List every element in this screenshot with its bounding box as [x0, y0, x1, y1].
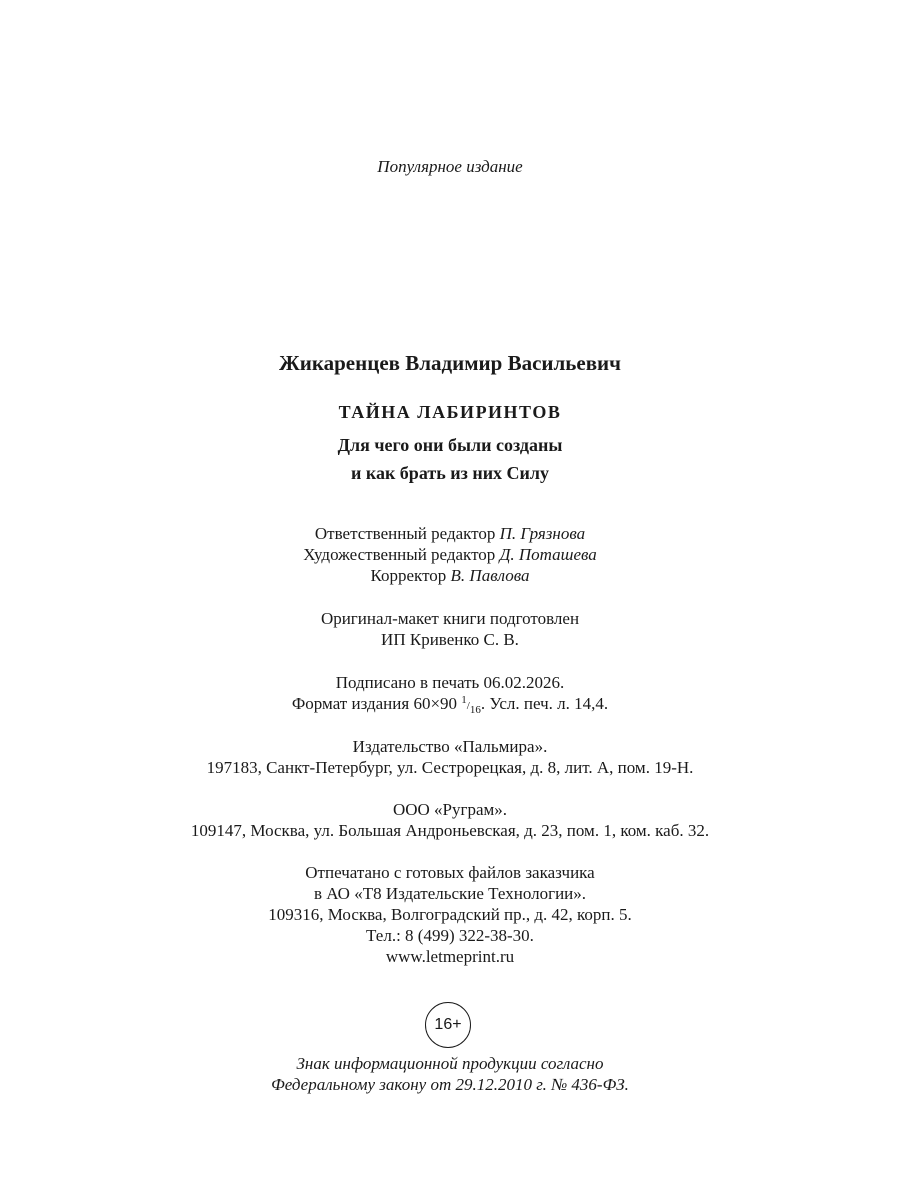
- age-rating-badge: 16+: [425, 1002, 471, 1048]
- credit-role: Ответственный редактор: [314, 524, 496, 543]
- series-label: Популярное издание: [377, 157, 523, 176]
- publisher-address: 197183, Санкт-Петербург, ул. Сестрорецкая, д. 8, лит. А, пом. 19-Н.: [206, 758, 694, 777]
- printer-address: 109316, Москва, Волгоградский пр., д. 42, корп. 5.: [268, 905, 632, 924]
- format-fraction-numerator: 1: [461, 694, 467, 706]
- credit-person: П. Грязнова: [499, 524, 586, 543]
- book-title: ТАЙНА ЛАБИРИНТОВ: [338, 402, 562, 422]
- printer-website: www.letmeprint.ru: [385, 947, 515, 966]
- credit-person: В. Павлова: [450, 566, 530, 585]
- format-prefix: Формат издания 60×90: [291, 694, 462, 713]
- layout-prepared-line-1: Оригинал-макет книги подготовлен: [320, 609, 580, 628]
- printer-line-2: в АО «Т8 Издательские Технологии».: [313, 884, 587, 903]
- printer-line-1: Отпечатано с готовых файлов заказчика: [305, 863, 595, 882]
- info-sign-line-1: Знак информационной продукции согласно: [296, 1054, 604, 1073]
- credit-responsible-editor: [0, 523, 900, 545]
- credit-proofreader: [0, 565, 900, 587]
- book-subtitle-line-2: и как брать из них Силу: [350, 463, 550, 483]
- distributor-name: ООО «Руграм».: [392, 800, 508, 819]
- format-fraction: 1/16: [461, 694, 481, 716]
- credit-person: Д. Поташева: [499, 545, 597, 564]
- signed-to-print: Подписано в печать 06.02.2026.: [335, 673, 565, 692]
- info-sign-line-2: Федеральному закону от 29.12.2010 г. № 436-ФЗ.: [271, 1075, 629, 1094]
- publisher-name: Издательство «Пальмира».: [352, 737, 548, 756]
- format-suffix: . Усл. печ. л. 14,4.: [480, 694, 609, 713]
- layout-prepared-line-2: ИП Кривенко С. В.: [381, 630, 519, 649]
- edition-format: [0, 693, 900, 717]
- format-fraction-denominator: 16: [469, 704, 481, 716]
- book-subtitle-line-1: Для чего они были созданы: [337, 435, 563, 455]
- printer-phone: Тел.: 8 (499) 322-38-30.: [366, 926, 534, 945]
- credit-art-editor: [0, 544, 900, 566]
- distributor-address: 109147, Москва, ул. Большая Андроньевская, д. 23, пом. 1, ком. каб. 32.: [190, 821, 710, 840]
- author-name: Жикаренцев Владимир Васильевич: [278, 351, 622, 375]
- credit-role: Художественный редактор: [303, 545, 496, 564]
- credit-role: Корректор: [370, 566, 447, 585]
